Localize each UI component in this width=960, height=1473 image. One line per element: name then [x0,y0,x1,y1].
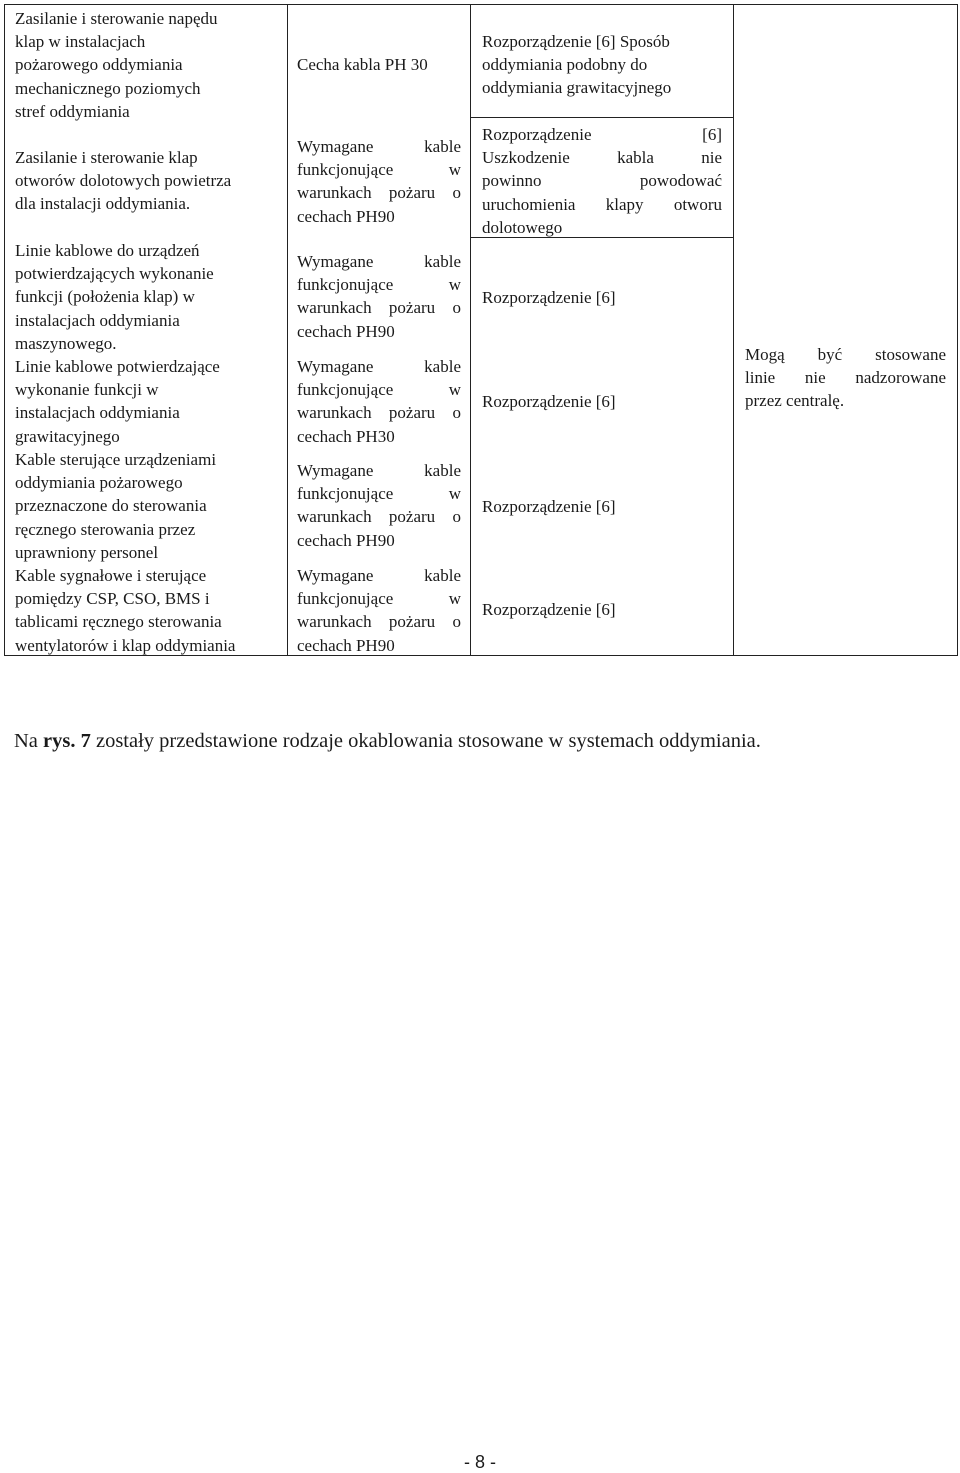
figure-reference-paragraph [14,730,761,753]
cell-col1-row2: Zasilanie i sterowanie klap otworów dolotowych powietrza dla instalacji oddymiania. [15,148,232,214]
cell-col2-row1: Cecha kabla PH 30 [297,55,428,74]
cell-col2-row5: Wymagane kable funkcjonujące w warunkach pożaru o cechach PH90 [297,461,461,550]
cell-col3-row4: Rozporządzenie [6] [482,392,616,411]
cell-col3-row3: Rozporządzenie [6] [482,288,616,307]
cell-col2-row2: Wymagane kable funkcjonujące w warunkach pożaru o cechach PH90 [297,137,461,226]
figure-ref: rys. 7 [43,730,91,752]
column-regulation [470,5,734,656]
cell-col1-row1: Zasilanie i sterowanie napędu klap w instalacjach pożarowego oddymiania mechanicznego poziomych stref oddymiania [15,9,218,121]
cell-col3-row1: Rozporządzenie [6] Sposób oddymiania podobny do oddymiania grawitacyjnego [482,32,672,98]
page-number: - 8 - [463,1452,496,1472]
cell-col3-row2: Rozporządzenie [6] Uszkodzenie kabla nie powinno powodować uruchomienia klapy otworu dolotowego [482,125,722,237]
cell-col1-row4: Linie kablowe potwierdzające wykonanie funkcji w instalacjach oddymiania grawitacyjnego [15,357,220,446]
cell-col3-row6: Rozporządzenie [6] [482,600,616,619]
cell-col1-row6: Kable sygnałowe i sterujące pomiędzy CSP, CSO, BMS i tablicami ręcznego sterowania wentylatorów i klap oddymiania [15,566,236,655]
requirements-table [4,4,958,656]
caption-prefix: Na [14,730,44,752]
caption-text: zostały przedstawione rodzaje okablowania stosowane w systemach oddymiania. [90,730,761,752]
cell-col2-row3: Wymagane kable funkcjonujące w warunkach pożaru o cechach PH90 [297,252,461,341]
cell-col3-row5: Rozporządzenie [6] [482,497,616,516]
cell-col1-row5: Kable sterujące urządzeniami oddymiania pożarowego przeznaczone do sterowania ręcznego sterowania przez uprawniony personel [15,450,217,562]
cell-remarks: Mogą być stosowane linie nie nadzorowane przez centralę. [745,345,946,411]
cell-col2-row6: Wymagane kable funkcjonujące w warunkach pożaru o cechach PH90 [297,566,461,655]
cell-col2-row4: Wymagane kable funkcjonujące w warunkach pożaru o cechach PH30 [297,357,461,446]
cell-col1-row3: Linie kablowe do urządzeń potwierdzających wykonanie funkcji (położenia klap) w instalacjach oddymiania maszynowego. [15,241,214,353]
column-remarks [733,5,958,656]
row-divider [470,117,733,118]
